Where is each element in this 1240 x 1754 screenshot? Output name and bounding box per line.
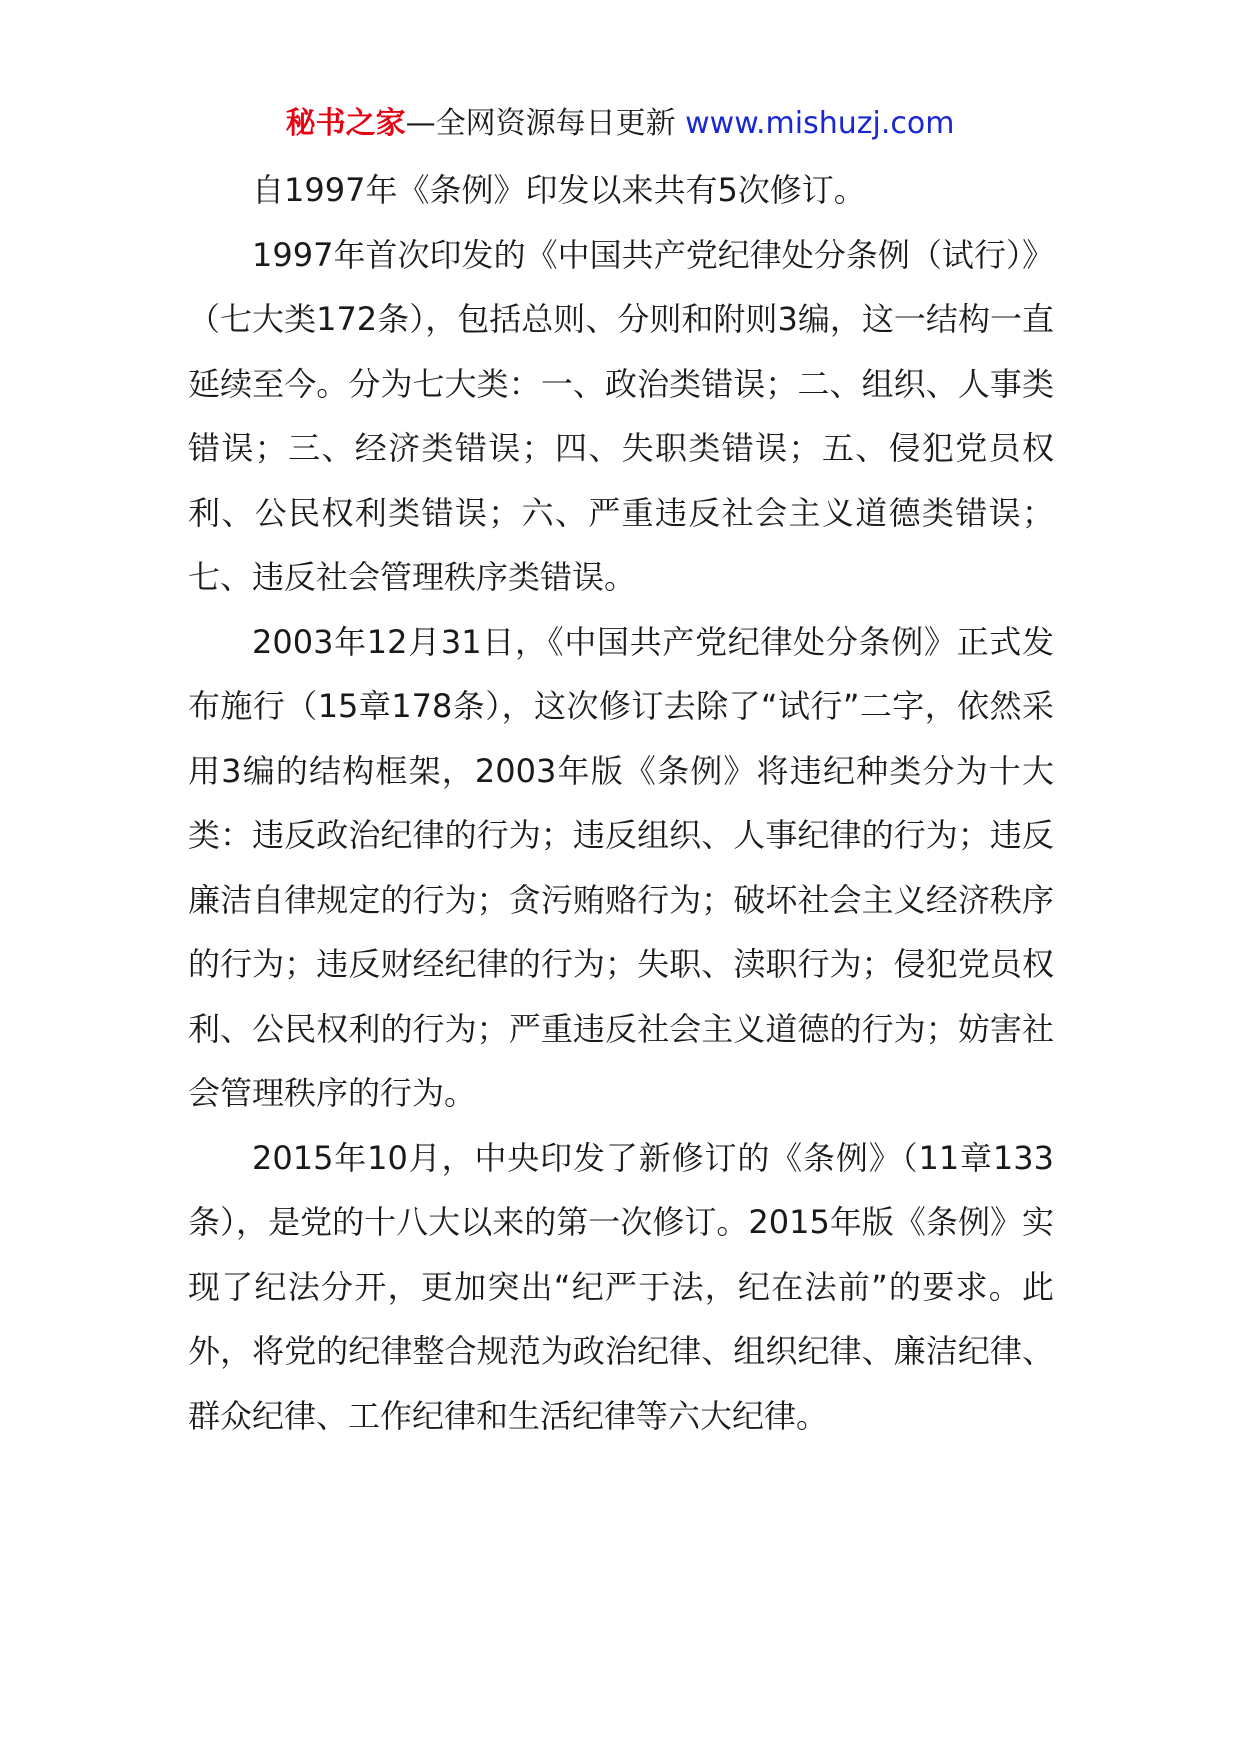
paragraph-2015: 2015年10月，中央印发了新修订的《条例》（11章133条），是党的十八大以来的第一次修订。2015年版《条例》实现了纪法分开，更加突出“纪严于法，纪在法前”的要求。此外，将党的纪律整合规范为政治纪律、组织纪律、廉洁纪律、群众纪律、工作纪律和生活纪律等六大纪律。	[188, 1138, 1054, 1435]
paragraph-1997: 1997年首次印发的《中国共产党纪律处分条例（试行）》（七大类172条），包括总则、分则和附则3编，这一结构一直延续至今。分为七大类：一、政治类错误；二、组织、人事类错误；三、经济类错误；四、失职类错误；五、侵犯党员权利、公民权利类错误；六、严重违反社会主义道德类错误；七、违反社会管理秩序类错误。	[188, 235, 1054, 596]
document-body	[188, 158, 1054, 1448]
paragraph-intro: 自1997年《条例》印发以来共有5次修订。	[252, 171, 866, 209]
paragraph-2003: 2003年12月31日，《中国共产党纪律处分条例》正式发布施行（15章178条），这次修订去除了“试行”二字，依然采用3编的结构框架，2003年版《条例》将违纪种类分为十大类：违反政治纪律的行为；违反组织、人事纪律的行为；违反廉洁自律规定的行为；贪污贿赂行为；破坏社会主义经济秩序的行为；违反财经纪律的行为；失职、渎职行为；侵犯党员权利、公民权利的行为；严重违反社会主义道德的行为；妨害社会管理秩序的行为。	[188, 622, 1054, 1112]
header-site-link[interactable]: www.mishuzj.com	[685, 106, 955, 141]
header-separator: —	[405, 106, 436, 141]
page-header	[0, 104, 1240, 144]
header-tagline: 全网资源每日更新	[435, 106, 676, 141]
header-brand: 秘书之家	[285, 106, 406, 141]
